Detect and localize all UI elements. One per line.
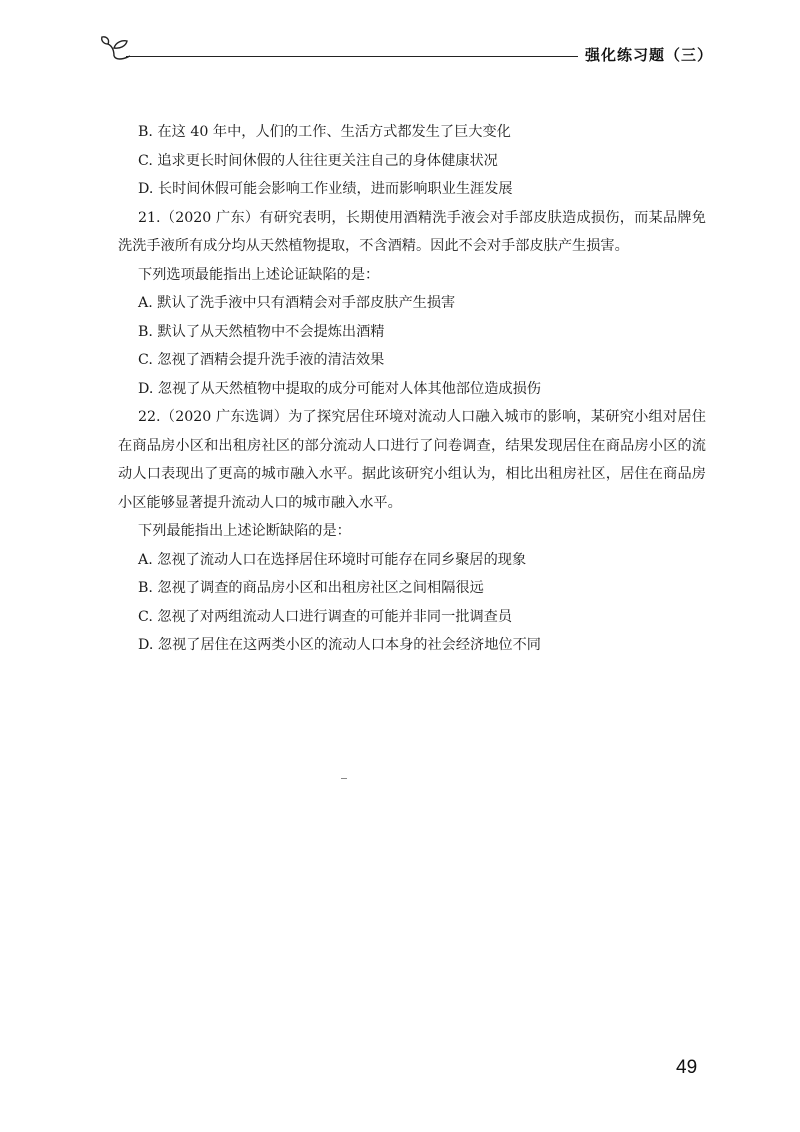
- question-22-stem: 22.（2020 广东选调）为了探究居住环境对流动人口融入城市的影响，某研究小组对居住在商品房小区和出租房社区的部分流动人口进行了问卷调查，结果发现居住在商品房小区的流动人口表现出了更高的城市融入水平。据此该研究小组认为，相比出租房社区，居住在商品房小区能够显著提升流动人口的城市融入水平。: [118, 409, 706, 511]
- sprout-icon: [100, 34, 134, 64]
- question-21-option-c: C. 忽视了酒精会提升洗手液的清洁效果: [138, 352, 385, 368]
- question-22-option-c: C. 忽视了对两组流动人口进行调查的可能并非同一批调查员: [138, 608, 513, 625]
- question-21-option-b: B. 默认了从天然植物中不会提炼出酒精: [138, 323, 385, 340]
- question-21-prompt: 下列选项最能指出上述论证缺陷的是：: [138, 266, 380, 283]
- page-content: [118, 118, 706, 660]
- prev-option-d: D. 长时间休假可能会影响工作业绩，进而影响职业生涯发展: [138, 181, 513, 197]
- section-title: 强化练习题（三）: [585, 46, 714, 64]
- page-number: 49: [676, 1057, 698, 1078]
- prev-option-b: B. 在这 40 年中，人们的工作、生活方式都发生了巨大变化: [138, 124, 511, 140]
- question-22-option-a: A. 忽视了流动人口在选择居住环境时可能存在同乡聚居的现象: [138, 551, 527, 568]
- question-22-prompt: 下列最能指出上述论断缺陷的是：: [138, 523, 351, 539]
- question-21-stem: 21.（2020 广东）有研究表明，长期使用酒精洗手液会对手部皮肤造成损伤，而某品牌免洗洗手液所有成分均从天然植物提取，不含酒精。因此不会对手部皮肤产生损害。: [118, 209, 706, 254]
- prev-option-c: C. 追求更长时间休假的人往往更关注自己的身体健康状况: [138, 152, 498, 169]
- scan-speck: [341, 778, 347, 779]
- question-22-option-b: B. 忽视了调查的商品房小区和出租房社区之间相隔很远: [138, 580, 484, 596]
- question-22-option-d: D. 忽视了居住在这两类小区的流动人口本身的社会经济地位不同: [138, 637, 541, 653]
- question-21-option-a: A. 默认了洗手液中只有酒精会对手部皮肤产生损害: [138, 295, 456, 311]
- header-rule: [126, 56, 578, 57]
- question-21-option-d: D. 忽视了从天然植物中提取的成分可能对人体其他部位造成损伤: [138, 380, 541, 397]
